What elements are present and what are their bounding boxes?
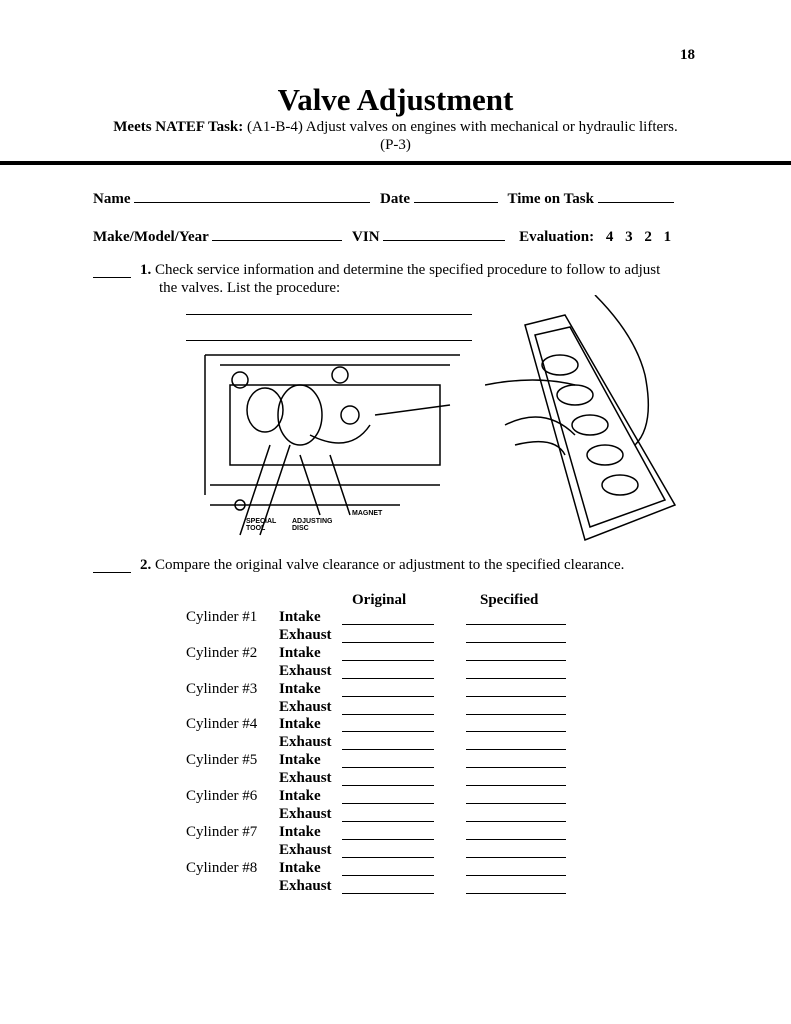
- table-row: [186, 860, 586, 878]
- name-row: [93, 190, 674, 208]
- evaluation-label: Evaluation:: [519, 229, 595, 245]
- table-row: [186, 645, 586, 663]
- step2-line: Compare the original valve clearance or adjustment to the specified clearance.: [155, 557, 625, 573]
- specified-field[interactable]: [466, 785, 566, 786]
- specified-field[interactable]: [466, 624, 566, 625]
- label-magnet: MAGNET: [352, 510, 383, 517]
- original-field[interactable]: [342, 839, 434, 840]
- table-row: [186, 681, 586, 699]
- step1-number: 1.: [140, 262, 152, 278]
- name-field[interactable]: [134, 190, 370, 203]
- original-field[interactable]: [342, 731, 434, 732]
- procedure-line-1[interactable]: [186, 314, 472, 315]
- table-row: [186, 752, 586, 770]
- original-field[interactable]: [342, 767, 434, 768]
- label-adjusting-disc: ADJUSTING DISC: [292, 518, 333, 532]
- table-row: [186, 770, 586, 788]
- valve-label: Exhaust: [279, 770, 332, 787]
- vin-field[interactable]: [383, 228, 505, 241]
- natef-task: [0, 119, 791, 136]
- natef-text: (A1-B-4) Adjust valves on engines with mechanical or hydraulic lifters.: [247, 119, 678, 135]
- valve-label: Intake: [279, 823, 321, 840]
- table-row: [186, 806, 586, 824]
- table-row: [186, 842, 586, 860]
- step1-text1: [140, 262, 660, 279]
- procedure-line-2[interactable]: [186, 340, 472, 341]
- time-on-task-field[interactable]: [598, 190, 674, 203]
- priority: (P-3): [380, 137, 411, 153]
- table-row: [186, 699, 586, 717]
- table-row: [186, 716, 586, 734]
- specified-field[interactable]: [466, 749, 566, 750]
- date-label: Date: [380, 191, 410, 207]
- valve-label: Exhaust: [279, 626, 332, 643]
- specified-field[interactable]: [466, 714, 566, 715]
- step1-check-blank[interactable]: [93, 277, 131, 278]
- original-field[interactable]: [342, 714, 434, 715]
- table-row: [186, 734, 586, 752]
- original-field[interactable]: [342, 803, 434, 804]
- cylinder-label: Cylinder #7: [186, 823, 258, 840]
- header-specified: Specified: [480, 592, 539, 608]
- valve-label: Intake: [279, 788, 321, 804]
- label-special-tool: SPECIAL TOOL: [246, 518, 277, 532]
- vehicle-row: [93, 228, 671, 246]
- original-field[interactable]: [342, 893, 434, 894]
- specified-field[interactable]: [466, 696, 566, 697]
- original-field[interactable]: [342, 678, 434, 679]
- table-row: [186, 878, 586, 896]
- valve-label: Intake: [279, 859, 321, 876]
- score-3[interactable]: 3: [625, 229, 633, 245]
- table-row: [186, 824, 586, 842]
- valve-label: Intake: [279, 716, 321, 733]
- valve-label: Intake: [279, 752, 321, 769]
- specified-field[interactable]: [466, 767, 566, 768]
- specified-field[interactable]: [466, 803, 566, 804]
- valve-label: Exhaust: [279, 734, 332, 751]
- cylinder-label: Cylinder #8: [186, 859, 258, 876]
- original-field[interactable]: [342, 785, 434, 786]
- header-original: Original: [352, 592, 407, 608]
- score-1[interactable]: 1: [663, 229, 672, 245]
- original-field[interactable]: [342, 821, 434, 822]
- specified-field[interactable]: [466, 875, 566, 876]
- cylinder-label: Cylinder #5: [186, 752, 258, 769]
- valve-label: Intake: [279, 609, 321, 625]
- time-on-task-label: Time on Task: [507, 191, 594, 207]
- valve-label: Intake: [279, 680, 321, 697]
- original-field[interactable]: [342, 749, 434, 750]
- specified-field[interactable]: [466, 660, 566, 661]
- step2-check-blank[interactable]: [93, 572, 131, 573]
- original-field[interactable]: [342, 875, 434, 876]
- original-field[interactable]: [342, 642, 434, 643]
- step2-number: 2.: [140, 557, 152, 573]
- original-field[interactable]: [342, 624, 434, 625]
- natef-label: Meets NATEF Task:: [113, 119, 244, 135]
- original-field[interactable]: [342, 660, 434, 661]
- specified-field[interactable]: [466, 731, 566, 732]
- valve-label: Exhaust: [279, 805, 332, 822]
- valve-label: Intake: [279, 644, 321, 661]
- page-number: 18: [680, 47, 695, 63]
- valve-label: Exhaust: [279, 877, 332, 894]
- table-row: [186, 788, 586, 806]
- table-row: [186, 627, 586, 645]
- valve-label: Exhaust: [279, 662, 332, 679]
- table-row: [186, 609, 586, 627]
- specified-field[interactable]: [466, 642, 566, 643]
- original-field[interactable]: [342, 696, 434, 697]
- score-2[interactable]: 2: [644, 229, 652, 245]
- rocker-arm-illustration: [485, 295, 685, 545]
- cylinder-label: Cylinder #3: [186, 680, 258, 697]
- header-divider: [0, 161, 791, 165]
- original-field[interactable]: [342, 857, 434, 858]
- make-model-year-label: Make/Model/Year: [93, 229, 209, 245]
- valve-label: Exhaust: [279, 698, 332, 715]
- date-field[interactable]: [414, 190, 498, 203]
- page-title: Valve Adjustment: [277, 82, 514, 117]
- vin-label: VIN: [352, 229, 380, 245]
- step2-text: [140, 557, 624, 574]
- valve-tool-illustration: [200, 345, 475, 545]
- score-4[interactable]: 4: [605, 229, 614, 245]
- specified-field[interactable]: [466, 857, 566, 858]
- cylinder-label: Cylinder #4: [186, 716, 258, 733]
- step1-line1: Check service information and determine the specified procedure to follow to adjust: [155, 262, 661, 278]
- specified-field[interactable]: [466, 821, 566, 822]
- name-label: Name: [93, 191, 131, 207]
- make-model-year-field[interactable]: [212, 228, 342, 241]
- cylinder-label: Cylinder #6: [186, 788, 258, 804]
- cylinder-label: Cylinder #2: [186, 644, 258, 661]
- step1-text2: the valves. List the procedure:: [159, 280, 341, 296]
- table-row: [186, 663, 586, 681]
- cylinder-label: Cylinder #1: [186, 609, 258, 625]
- valve-label: Exhaust: [279, 841, 332, 858]
- specified-field[interactable]: [466, 678, 566, 679]
- specified-field[interactable]: [466, 893, 566, 894]
- specified-field[interactable]: [466, 839, 566, 840]
